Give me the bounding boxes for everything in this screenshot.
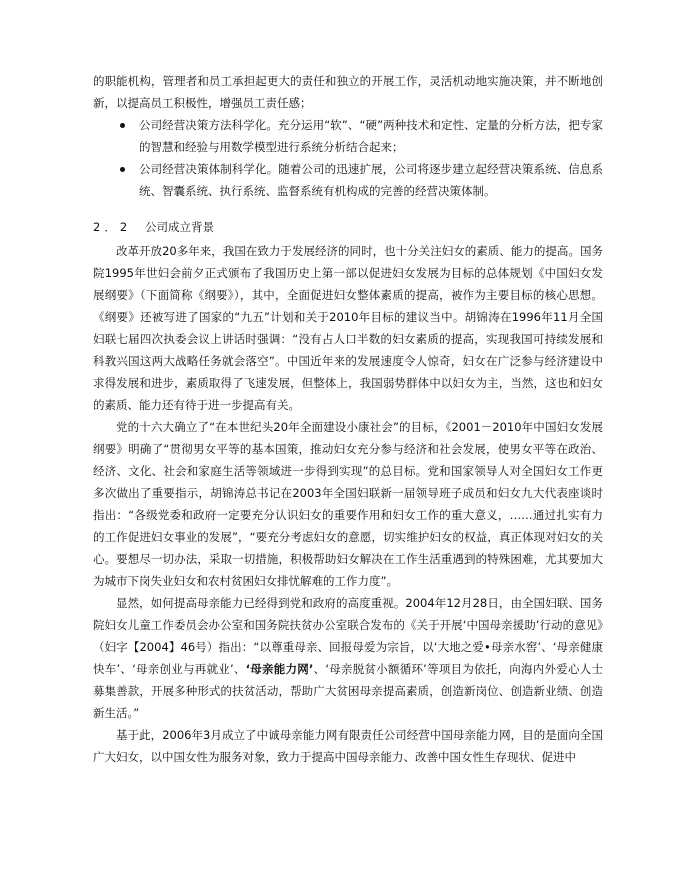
section-number: 2．2 — [93, 220, 132, 234]
bullet-text: 公司经营决策体制科学化。随着公司的迅速扩展，公司将逐步建立起经营决策系统、信息系统、智囊系统、执行系统、监督系统有机构成的完善的经营决策体制。 — [139, 162, 603, 198]
bullet-dot-icon — [120, 167, 125, 172]
paragraph-text-start: 显然，如何提高母亲能力已经得到党和政府的高度重视。2004年12月28日，由全国妇联、国务院妇女儿童工作委员会办公室和国务院扶贫办公室联合发布的《关于开展‘中国母亲援助’行动的意见》（妇字【2004】46号）指出：“以尊重母亲、回报母爱为宗旨，以‘大地之爱•母亲水窖’、‘母亲健康快车’、‘母亲创业与再就业’、 — [93, 596, 603, 676]
bullet-item-decision-methods — [93, 114, 603, 158]
bullet-text: 公司经营决策方法科学化。充分运用“软”、“硬”两种技术和定性、定量的分析方法，把专家的智慧和经验与用数学模型进行系统分析结合起来； — [139, 118, 603, 154]
paragraph-sixteenth-congress: 党的十六大确立了“在本世纪头20年全面建设小康社会”的目标，《2001－2010年中国妇女发展纲要》明确了“贯彻男女平等的基本国策，推动妇女充分参与经济和社会发展，使男女平等在政治、经济、文化、社会和家庭生活等领域进一步得到实现”的总目标。党和国家领导人对全国妇女工作更多次做出了重要指示，胡锦涛总书记在2003年全国妇联新一届领导班子成员和妇女九大代表座谈时指出：“各级党委和政府一定要充分认识妇女的重要作用和妇女工作的重大意义，……通过扎实有力的工作促进妇女事业的发展”，“要充分考虑妇女的意愿，切实维护妇女的权益，真正体现对妇女的关心。要想尽一切办法，采取一切措施，积极帮助妇女解决在工作生活重遇到的特殊困难，尤其要加大为城市下岗失业妇女和农村贫困妇女排忧解难的工作力度”。 — [93, 420, 603, 588]
bullet-item-decision-system — [93, 158, 603, 202]
paragraph-text-end: 、‘母亲脱贫小额循环’等项目为依托，向海内外爱心人士募集善款，开展多种形式的扶贫活动，帮助广大贫困母亲提高素质，创造新岗位、创造新业绩、创造新生活。” — [93, 662, 603, 720]
section-heading — [93, 216, 603, 238]
bullet-dot-icon — [120, 123, 125, 128]
paragraph-company-founding: 基于此，2006年3月成立了中诚母亲能力网有限责任公司经营中国母亲能力网，目的是面向全国广大妇女，以中国女性为服务对象，致力于提高中国母亲能力、改善中国女性生存现状、促进中 — [93, 728, 603, 764]
paragraph-reform: 改革开放20多年来，我国在致力于发展经济的同时，也十分关注妇女的素质、能力的提高。国务院1995年世妇会前夕正式颁布了我国历史上第一部以促进妇女发展为目标的总体规划《中国妇女发展纲要》（下面简称《纲要》），其中，全面促进妇女整体素质的提高，被作为主要目标的核心思想。《纲要》还被写进了国家的“九五”计划和关于2010年目标的建议当中。胡锦涛在1996年11月全国妇联七届四次执委会议上讲话时强调：“没有占人口半数的妇女素质的提高，实现我国可持续发展和科教兴国这两大战略任务就会落空”。中国近年来的发展速度令人惊奇，妇女在广泛参与经济建设中求得发展和进步，素质取得了飞速发展，但整体上，我国弱势群体中以妇女为主，当然，这也和妇女的素质、能力还有待于进一步提高有关。 — [93, 244, 603, 412]
document-body — [93, 70, 603, 768]
highlighted-project-name: ‘母亲能力网’ — [245, 662, 314, 676]
paragraph-mother-ability — [93, 592, 603, 724]
section-title: 公司成立背景 — [145, 220, 214, 234]
paragraph-continued: 的职能机构，管理者和员工承担起更大的责任和独立的开展工作，灵活机动地实施决策，并不断地创新，以提高员工积极性，增强员工责任感； — [93, 74, 603, 110]
